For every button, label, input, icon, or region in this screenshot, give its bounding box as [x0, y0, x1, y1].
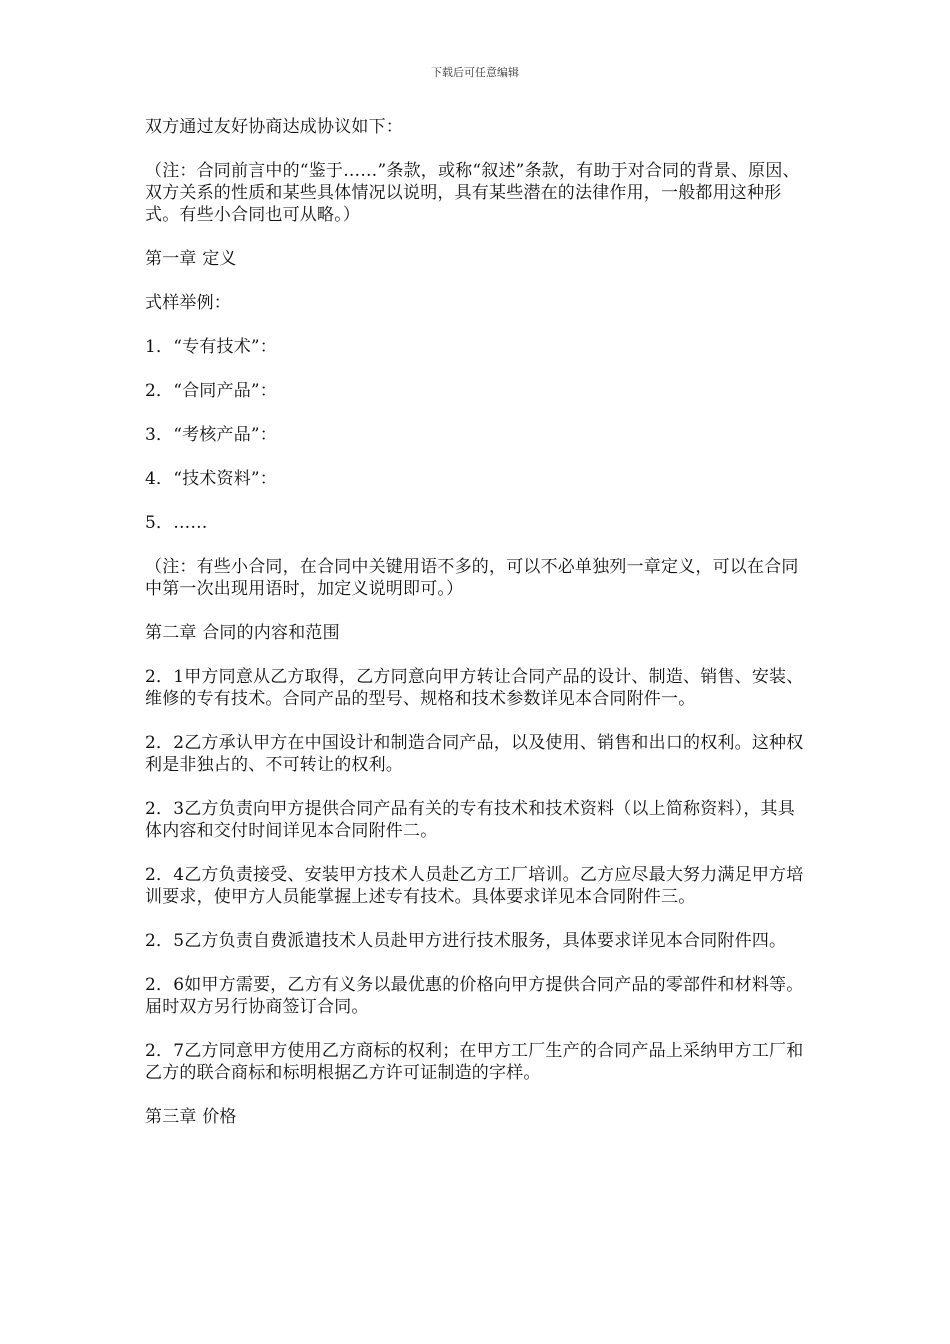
clause-2-1: 2．1甲方同意从乙方取得，乙方同意向甲方转让合同产品的设计、制造、销售、安装、维修的专有技术。合同产品的型号、规格和技术参数详见本合同附件一。	[145, 667, 804, 709]
definition-item-5: 5．……	[145, 513, 208, 533]
chapter-2-heading: 第二章 合同的内容和范围	[145, 623, 340, 643]
document-body	[145, 116, 810, 1150]
definition-item-3: 3．“考核产品”：	[145, 425, 277, 445]
clause-2-4: 2．4乙方负责接受、安装甲方技术人员赴乙方工厂培训。乙方应尽最大努力满足甲方培训要求，使甲方人员能掌握上述专有技术。具体要求详见本合同附件三。	[145, 865, 804, 907]
note-definitions: （注：有些小合同，在合同中关键用语不多的，可以不必单独列一章定义，可以在合同中第一次出现用语时，加定义说明即可。）	[145, 557, 799, 599]
definition-item-2: 2．“合同产品”：	[145, 381, 277, 401]
page-header: 下载后可任意编辑	[431, 66, 519, 79]
clause-2-5: 2．5乙方负责自费派遣技术人员赴甲方进行技术服务，具体要求详见本合同附件四。	[145, 931, 787, 951]
clause-2-2: 2．2乙方承认甲方在中国设计和制造合同产品，以及使用、销售和出口的权利。这种权利是非独占的、不可转让的权利。	[145, 733, 804, 775]
note-preamble: （注：合同前言中的“鉴于……”条款，或称“叙述”条款，有助于对合同的背景、原因、双方关系的性质和某些具体情况以说明，具有某些潜在的法律作用，一般都用这种形式。有些小合同也可从略。）	[145, 161, 800, 225]
clause-2-3: 2．3乙方负责向甲方提供合同产品有关的专有技术和技术资料（以上简称资料），其具体内容和交付时间详见本合同附件二。	[145, 799, 795, 841]
definition-item-4: 4．“技术资料”：	[145, 469, 277, 489]
intro-paragraph: 双方通过友好协商达成协议如下：	[145, 117, 403, 137]
chapter-3-heading: 第三章 价格	[145, 1107, 237, 1127]
chapter-1-heading: 第一章 定义	[145, 249, 237, 269]
definition-item-1: 1．“专有技术”：	[145, 337, 277, 357]
clause-2-6: 2．6如甲方需要，乙方有义务以最优惠的价格向甲方提供合同产品的零部件和材料等。届时双方另行协商签订合同。	[145, 975, 804, 1017]
example-label: 式样举例：	[145, 293, 231, 313]
clause-2-7: 2．7乙方同意甲方使用乙方商标的权利；在甲方工厂生产的合同产品上采纳甲方工厂和乙方的联合商标和标明根据乙方许可证制造的字样。	[145, 1041, 804, 1083]
